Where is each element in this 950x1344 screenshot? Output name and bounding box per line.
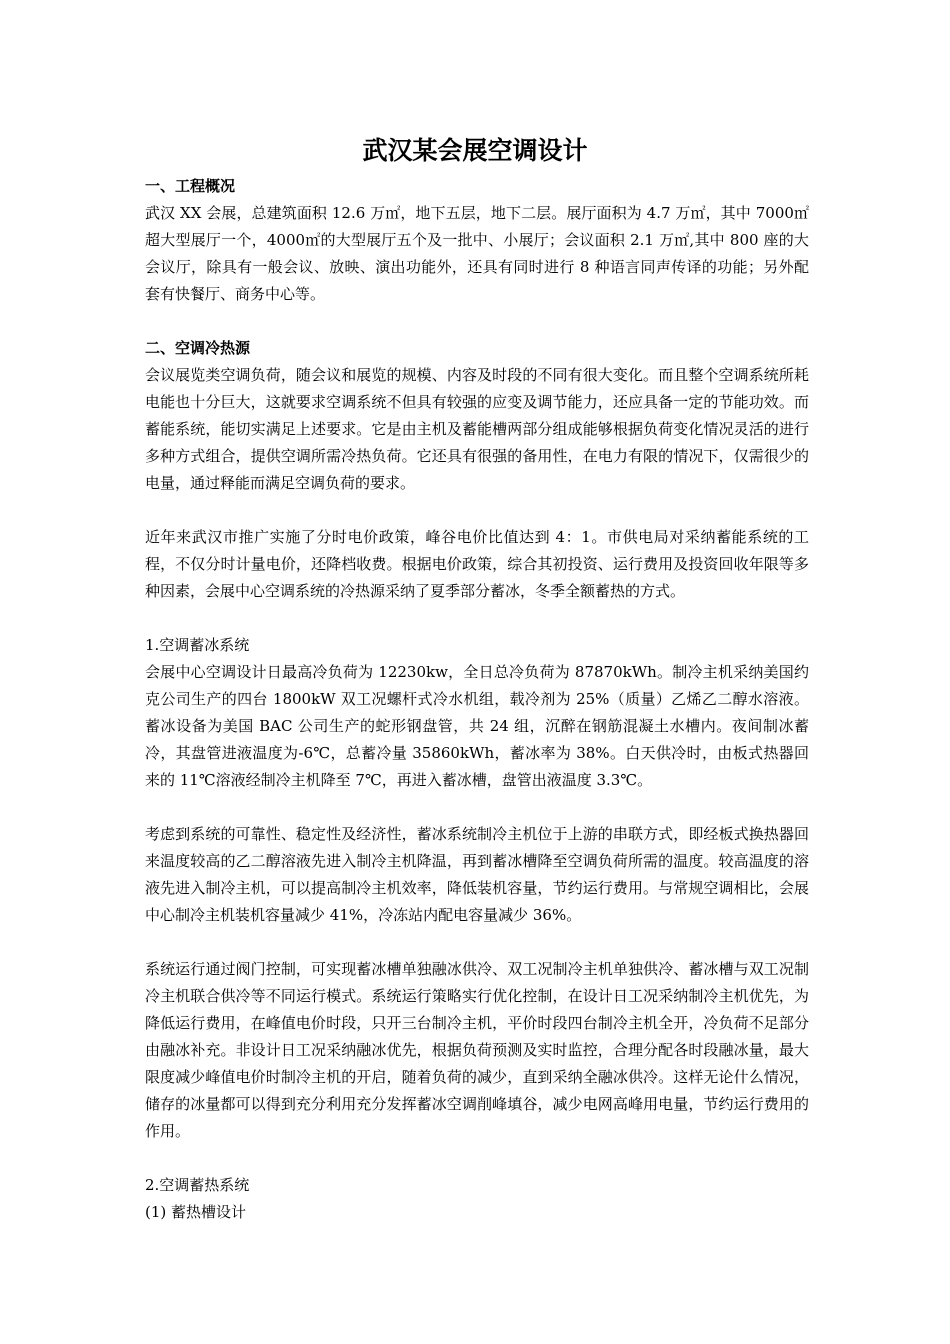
paragraph-gap [145,794,809,821]
paragraph-operation-modes: 系统运行通过阀门控制，可实现蓄冰槽单独融冰供冷、双工况制冷主机单独供冷、蓄冰槽与双工况制冷主机联合供冷等不同运行模式。系统运行策略实行优化控制，在设计日工况采纳制冷主机优先，为降低运行费用，在峰值电价时段，只开三台制冷主机，平价时段四台制冷主机全开，冷负荷不足部分由融冰补充。非设计日工况采纳融冰优先，根据负荷预测及实时监控，合理分配各时段融冰量，最大限度减少峰值电价时制冷主机的开启，随着负荷的减少，直到采纳全融冰供冷。这样无论什么情况，储存的冰量都可以得到充分利用充分发挥蓄冰空调削峰填谷，减少电网高峰用电量，节约运行费用的作用。 [145,960,809,1140]
paragraph-tariff-policy: 近年来武汉市推广实施了分时电价政策，峰谷电价比值达到 4：1。市供电局对采纳蓄能系统的工程，不仅分时计量电价，还降档收费。根据电价政策，综合其初投资、运行费用及投资回收年限等多种因素，会展中心空调系统的冷热源采纳了夏季部分蓄冰，冬季全额蓄热的方式。 [145,528,809,600]
subsection-heading-heat-storage: 2.空调蓄热系统 [145,1176,250,1194]
paragraph-ice-storage-equipment: 会展中心空调设计日最高冷负荷为 12230kw，全日总冷负荷为 87870kWh。制冷主机采纳美国约克公司生产的四台 1800kW 双工况螺杆式冷水机组，载冷剂为 25%（质量）乙烯乙二醇水溶液。蓄冰设备为美国 BAC 公司生产的蛇形钢盘管，共 24 组，沉醉在钢筋混凝土水槽内。夜间制冰蓄冷，其盘管进液温度为-6℃，总蓄冷量 35860kWh，蓄冰率为 38%。白天供冷时，由板式热器回来的 11℃溶液经制冷主机降至 7℃，再进入蓄冰槽，盘管出液温度 3.3℃。 [145,663,809,789]
paragraph-gap [145,605,809,632]
paragraph-gap [145,929,809,956]
section-heading-hvac-source: 二、空调冷热源 [145,339,251,357]
paragraph-gap [145,308,809,335]
section-heading-overview: 一、工程概况 [145,177,236,195]
paragraph-hvac-load: 会议展览类空调负荷，随会议和展览的规模、内容及时段的不同有很大变化。而且整个空调系统所耗电能也十分巨大，这就要求空调系统不但具有较强的应变及调节能力，还应具备一定的节能功效。而蓄能系统，能切实满足上述要求。它是由主机及蓄能槽两部分组成能够根据负荷变化情况灵活的进行多种方式组合，提供空调所需冷热负荷。它还具有很强的备用性，在电力有限的情况下，仅需很少的电量，通过释能而满足空调负荷的要求。 [145,366,809,492]
paragraph-overview: 武汉 XX 会展，总建筑面积 12.6 万㎡，地下五层，地下二层。展厅面积为 4.7 万㎡，其中 7000㎡超大型展厅一个，4000㎡的大型展厅五个及一批中、小展厅；会议面积 2.1 万㎡,其中 800 座的大会议厅，除具有一般会议、放映、演出功能外，还具有同时进行 8 种语言同声传译的功能；另外配套有快餐厅、商务中心等。 [145,204,809,303]
paragraph-gap [145,1145,809,1172]
paragraph-series-arrangement: 考虑到系统的可靠性、稳定性及经济性，蓄冰系统制冷主机位于上游的串联方式，即经板式换热器回来温度较高的乙二醇溶液先进入制冷主机降温，再到蓄冰槽降至空调负荷所需的温度。较高温度的溶液先进入制冷主机，可以提高制冷主机效率，降低装机容量，节约运行费用。与常规空调相比，会展中心制冷主机装机容量减少 41%，冷冻站内配电容量减少 36%。 [145,825,809,924]
document-body [145,173,809,1226]
subsection-item-tank-design: (1) 蓄热槽设计 [145,1203,247,1221]
page-title: 武汉某会展空调设计 [362,136,588,165]
paragraph-gap [145,497,809,524]
subsection-heading-ice-storage: 1.空调蓄冰系统 [145,636,250,654]
